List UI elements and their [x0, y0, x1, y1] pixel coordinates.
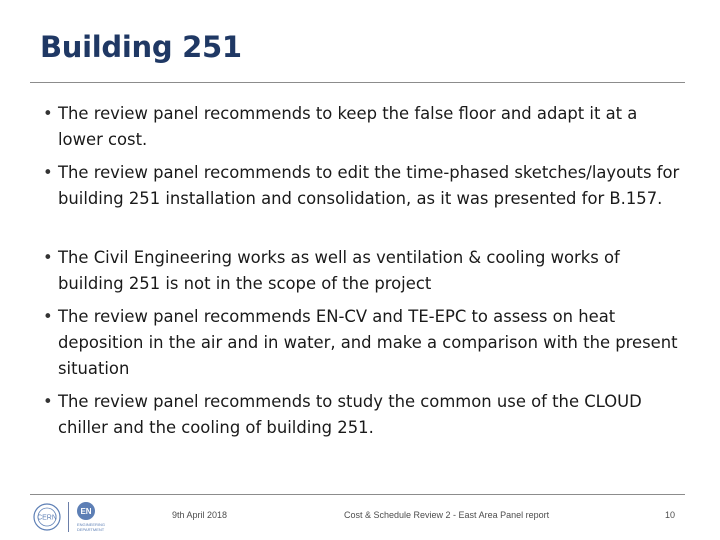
bullet-list	[40, 101, 680, 441]
logo-separator	[68, 502, 69, 532]
title-divider	[30, 82, 685, 83]
bullet-item: • The Civil Engineering works as well as ventilation & cooling works of building 251 is not in the scope of the project	[40, 245, 680, 297]
bullet-item: • The review panel recommends EN-CV and TE-EPC to assess on heat deposition in the air and in water, and make a comparison with the present situation	[40, 304, 680, 382]
footer-logos	[32, 500, 117, 534]
en-logo-icon: EN	[77, 502, 95, 520]
page-number: 10	[665, 510, 676, 520]
footer-date: 9th April 2018	[172, 510, 228, 520]
footer-divider	[30, 494, 685, 495]
en-department-logo	[77, 502, 117, 532]
slide-title: Building 251	[40, 30, 242, 64]
footer-event-title: Cost & Schedule Review 2 - East Area Panel report	[344, 510, 550, 520]
bullet-item: • The review panel recommends to keep the false floor and adapt it at a lower cost.	[40, 101, 680, 153]
cern-logo-icon	[32, 502, 62, 532]
en-logo-text: ENGINEERING DEPARTMENT	[77, 522, 106, 532]
bullet-item: • The review panel recommends to edit the time-phased sketches/layouts for building 251 installation and consolidation, as it was presented for B.157.	[40, 160, 680, 212]
svg-text:CERN: CERN	[37, 514, 57, 522]
bullet-item: • The review panel recommends to study the common use of the CLOUD chiller and the cooling of building 251.	[40, 389, 680, 441]
